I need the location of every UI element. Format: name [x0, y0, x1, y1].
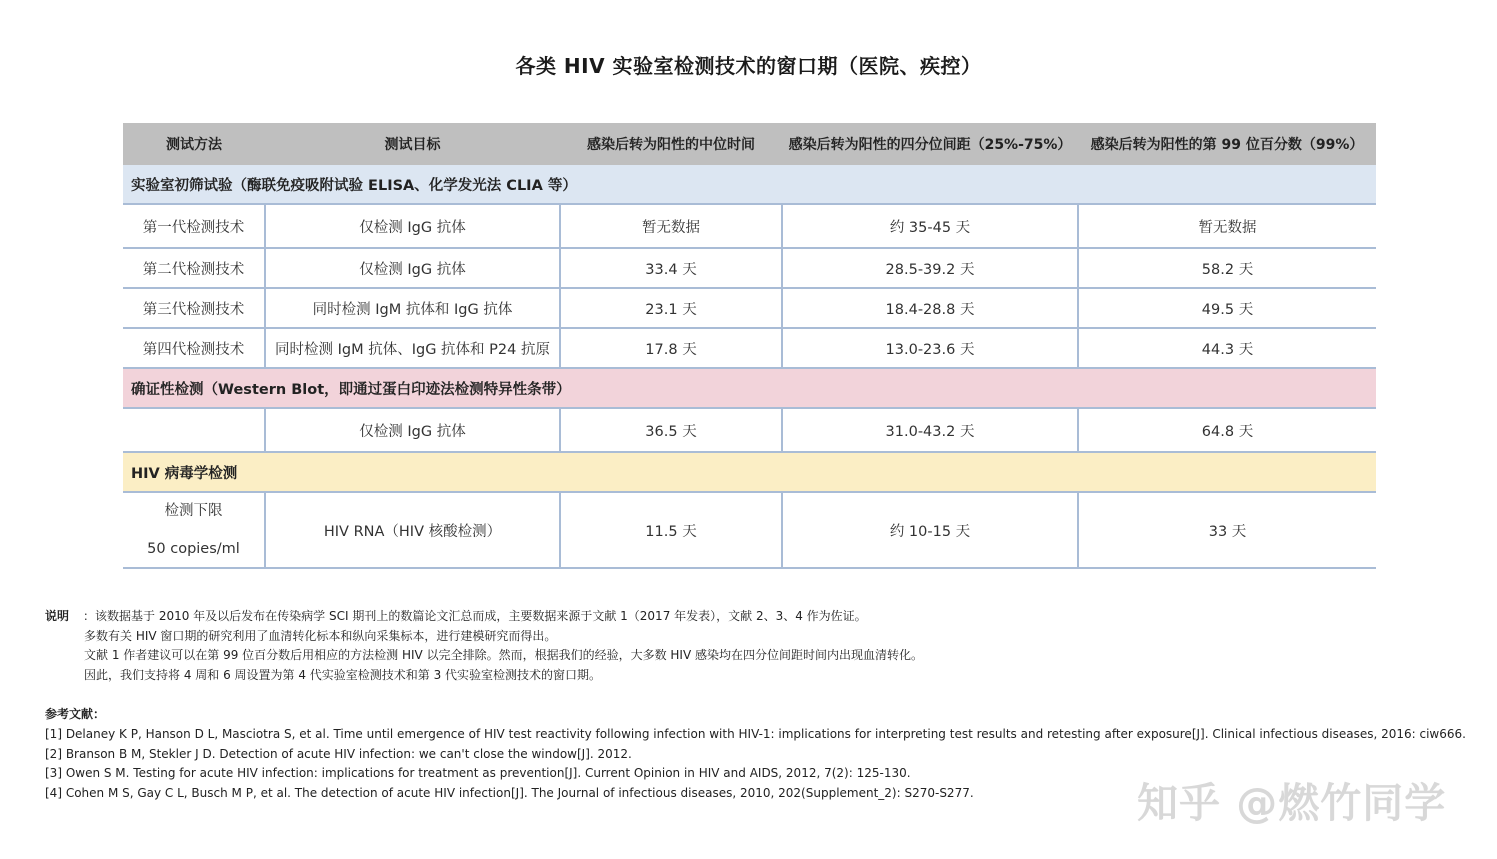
watermark: 知乎 @燃竹同学 — [1137, 779, 1447, 827]
table-row — [123, 288, 1376, 328]
section-title: 确证性检测（Western Blot，即通过蛋白印迹法检测特异性条带） — [123, 368, 1376, 408]
table-cell: HIV RNA（HIV 核酸检测） — [265, 492, 560, 568]
table-cell: 13.0-23.6 天 — [782, 328, 1078, 368]
table-cell: 暂无数据 — [560, 204, 782, 248]
table-row — [123, 408, 1376, 452]
table-cell: 33.4 天 — [560, 248, 782, 288]
table-cell: 仅检测 IgG 抗体 — [265, 408, 560, 452]
note-line: 多数有关 HIV 窗口期的研究利用了血清转化标本和纵向采集标本，进行建模研究而得出。 — [84, 628, 557, 643]
table-row — [123, 492, 1376, 568]
notes-block — [45, 607, 923, 685]
table-cell: 约 10-15 天 — [782, 492, 1078, 568]
table-cell: 仅检测 IgG 抗体 — [265, 204, 560, 248]
note-line — [45, 607, 923, 627]
table-cell: 58.2 天 — [1078, 248, 1376, 288]
table-cell: 31.0-43.2 天 — [782, 408, 1078, 452]
header-median: 感染后转为阳性的中位时间 — [560, 123, 782, 165]
table-cell: 33 天 — [1078, 492, 1376, 568]
header-p99: 感染后转为阳性的第 99 位百分数（99%） — [1078, 123, 1376, 165]
section-title: 实验室初筛试验（酶联免疫吸附试验 ELISA、化学发光法 CLIA 等） — [123, 165, 1376, 204]
table-row — [123, 204, 1376, 248]
table-cell: 64.8 天 — [1078, 408, 1376, 452]
section-title: HIV 病毒学检测 — [123, 452, 1376, 492]
table-cell: 36.5 天 — [560, 408, 782, 452]
table-cell: 18.4-28.8 天 — [782, 288, 1078, 328]
table-cell: 第二代检测技术 — [123, 248, 265, 288]
table-cell: 第四代检测技术 — [123, 328, 265, 368]
table-cell: 约 35-45 天 — [782, 204, 1078, 248]
section-row-virology — [123, 452, 1376, 492]
table-cell: 同时检测 IgM 抗体和 IgG 抗体 — [265, 288, 560, 328]
table-cell — [123, 492, 265, 568]
reference-item: [2] Branson B M, Stekler J D. Detection of acute HIV infection: we can't close the window[J]. 2012. — [45, 746, 632, 761]
header-target: 测试目标 — [265, 123, 560, 165]
table-cell: 暂无数据 — [1078, 204, 1376, 248]
page-title: 各类 HIV 实验室检测技术的窗口期（医院、疾控） — [515, 54, 982, 78]
detection-limit-value: 50 copies/ml — [147, 541, 240, 557]
references-heading: 参考文献 — [45, 707, 94, 721]
window-period-table — [123, 123, 1376, 569]
header-iqr: 感染后转为阳性的四分位间距（25%-75%） — [782, 123, 1078, 165]
table-cell: 仅检测 IgG 抗体 — [265, 248, 560, 288]
note-text: ：该数据基于 2010 年及以后发布在传染病学 SCI 期刊上的数篇论文汇总而成，主要数据来源于文献 1（2017 年发表），文献 2、3、4 作为佐证。 — [83, 609, 867, 623]
table-cell: 11.5 天 — [560, 492, 782, 568]
header-method: 测试方法 — [123, 123, 265, 165]
reference-item: [4] Cohen M S, Gay C L, Busch M P, et al. The detection of acute HIV infection[J]. The Journal of infectious diseases, 2010, 202(Supplement_2): S270-S277. — [45, 786, 974, 801]
reference-item: [1] Delaney K P, Hanson D L, Masciotra S, et al. Time until emergence of HIV test reactivity following infection with HIV-1: implications for interpreting test results and retesting after exposure[J]. Clinical infectious diseases, 2016: ciw666. — [45, 726, 1466, 741]
table-cell — [123, 408, 265, 452]
table-cell: 28.5-39.2 天 — [782, 248, 1078, 288]
section-row-screening — [123, 165, 1376, 204]
table-cell: 第一代检测技术 — [123, 204, 265, 248]
section-row-confirmatory — [123, 368, 1376, 408]
note-line: 因此，我们支持将 4 周和 6 周设置为第 4 代实验室检测技术和第 3 代实验室检测技术的窗口期。 — [84, 667, 602, 682]
table-row — [123, 248, 1376, 288]
table-cell: 44.3 天 — [1078, 328, 1376, 368]
table-cell: 49.5 天 — [1078, 288, 1376, 328]
detection-limit-label: 检测下限 — [164, 503, 223, 519]
note-line: 文献 1 作者建议可以在第 99 位百分数后用相应的方法检测 HIV 以完全排除。然而，根据我们的经验，大多数 HIV 感染均在四分位间距时间内出现血清转化。 — [84, 648, 923, 662]
table-cell: 17.8 天 — [560, 328, 782, 368]
notes-label: 说明 — [45, 609, 70, 623]
table-row — [123, 328, 1376, 368]
table-cell: 23.1 天 — [560, 288, 782, 328]
table-cell: 同时检测 IgM 抗体、IgG 抗体和 P24 抗原 — [265, 328, 560, 368]
reference-item: [3] Owen S M. Testing for acute HIV infection: implications for treatment as prevention[J]. Current Opinion in HIV and AIDS, 2012, 7(2): 125-130. — [45, 766, 911, 781]
table-cell: 第三代检测技术 — [123, 288, 265, 328]
table-header-row — [123, 123, 1376, 165]
references-block: 参考文献： [1] Delaney K P, Hanson D L, Masciotra S, et al. Time until emergence of HIV test reactivity following infection with HIV-1: implications for interpreting test results and retesting after exposure[J]. Clinical infectious diseases, 2016: ciw666. [2] Branson B M, Stekler J D. Detection of acute HIV infection: we can't close the window[J]. 2012. [3] Owen S M. Testing for acute HIV infection: implications for treatment as prevention[J]. Current Opinion in HIV and AIDS, 2012, 7(2): 125-130. [4] Cohen M S, Gay C L, Busch M P, et al. The detection of acute HIV infection[J]. The Journal of infectious diseases, 2010, 202(Supplement_2): S270-S277. — [45, 705, 1466, 804]
